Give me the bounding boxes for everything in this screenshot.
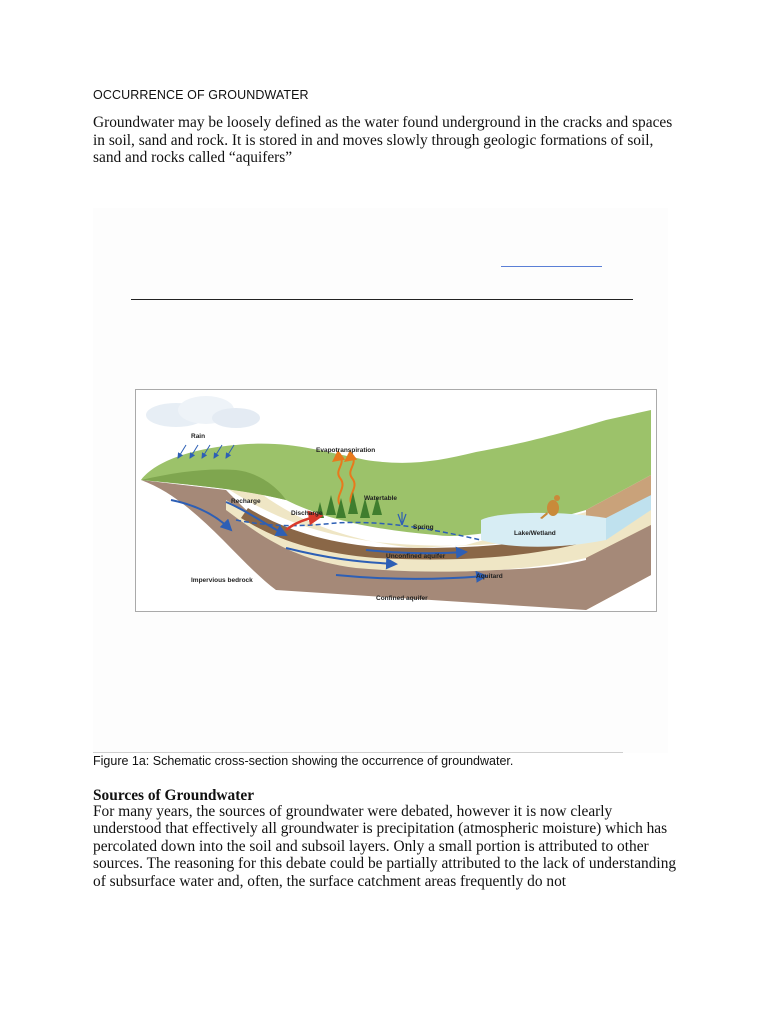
intro-paragraph: Groundwater may be loosely defined as the water found underground in the cracks and spaces in soil, sand and rock. It is stored in and moves slowly through geologic formations of soil, sand and rocks called “aquifers”	[93, 114, 673, 166]
caption-divider	[93, 752, 623, 753]
label-rain: Rain	[191, 433, 206, 440]
label-watertable: Watertable	[364, 495, 397, 502]
label-spring: Spring	[413, 524, 434, 531]
section-title: Sources of Groundwater	[93, 787, 255, 804]
label-confined-aquifer: Confined aquifer	[376, 595, 428, 602]
label-unconfined-aquifer: Unconfined aquifer	[386, 553, 446, 560]
label-lake-wetland: Lake/Wetland	[514, 530, 556, 537]
horizontal-rule	[131, 299, 633, 300]
label-evapotranspiration: Evapotranspiration	[316, 447, 376, 454]
groundwater-figure	[135, 389, 657, 612]
document-heading: OCCURRENCE OF GROUNDWATER	[93, 88, 309, 102]
section-body: For many years, the sources of groundwater were debated, however it is now clearly understood that effectively all groundwater is precipitation (atmospheric moisture) which has percolated down into the soil and subsoil layers. Only a small portion is attributed to other sources. The reasoning for this debate could be partially attributed to the lack of understanding of subsurface water and, often, the surface catchment areas frequently do not	[93, 803, 677, 890]
label-aquitard: Aquitard	[476, 573, 503, 580]
hyperlink-underline[interactable]	[501, 266, 602, 267]
label-discharge: Discharge	[291, 510, 323, 517]
label-impervious-bedrock: Impervious bedrock	[191, 577, 253, 584]
cloud-icon	[146, 396, 260, 428]
figure-caption: Figure 1a: Schematic cross-section showing the occurrence of groundwater.	[93, 754, 514, 768]
cross-section-diagram	[136, 390, 656, 611]
label-recharge: Recharge	[231, 498, 261, 505]
